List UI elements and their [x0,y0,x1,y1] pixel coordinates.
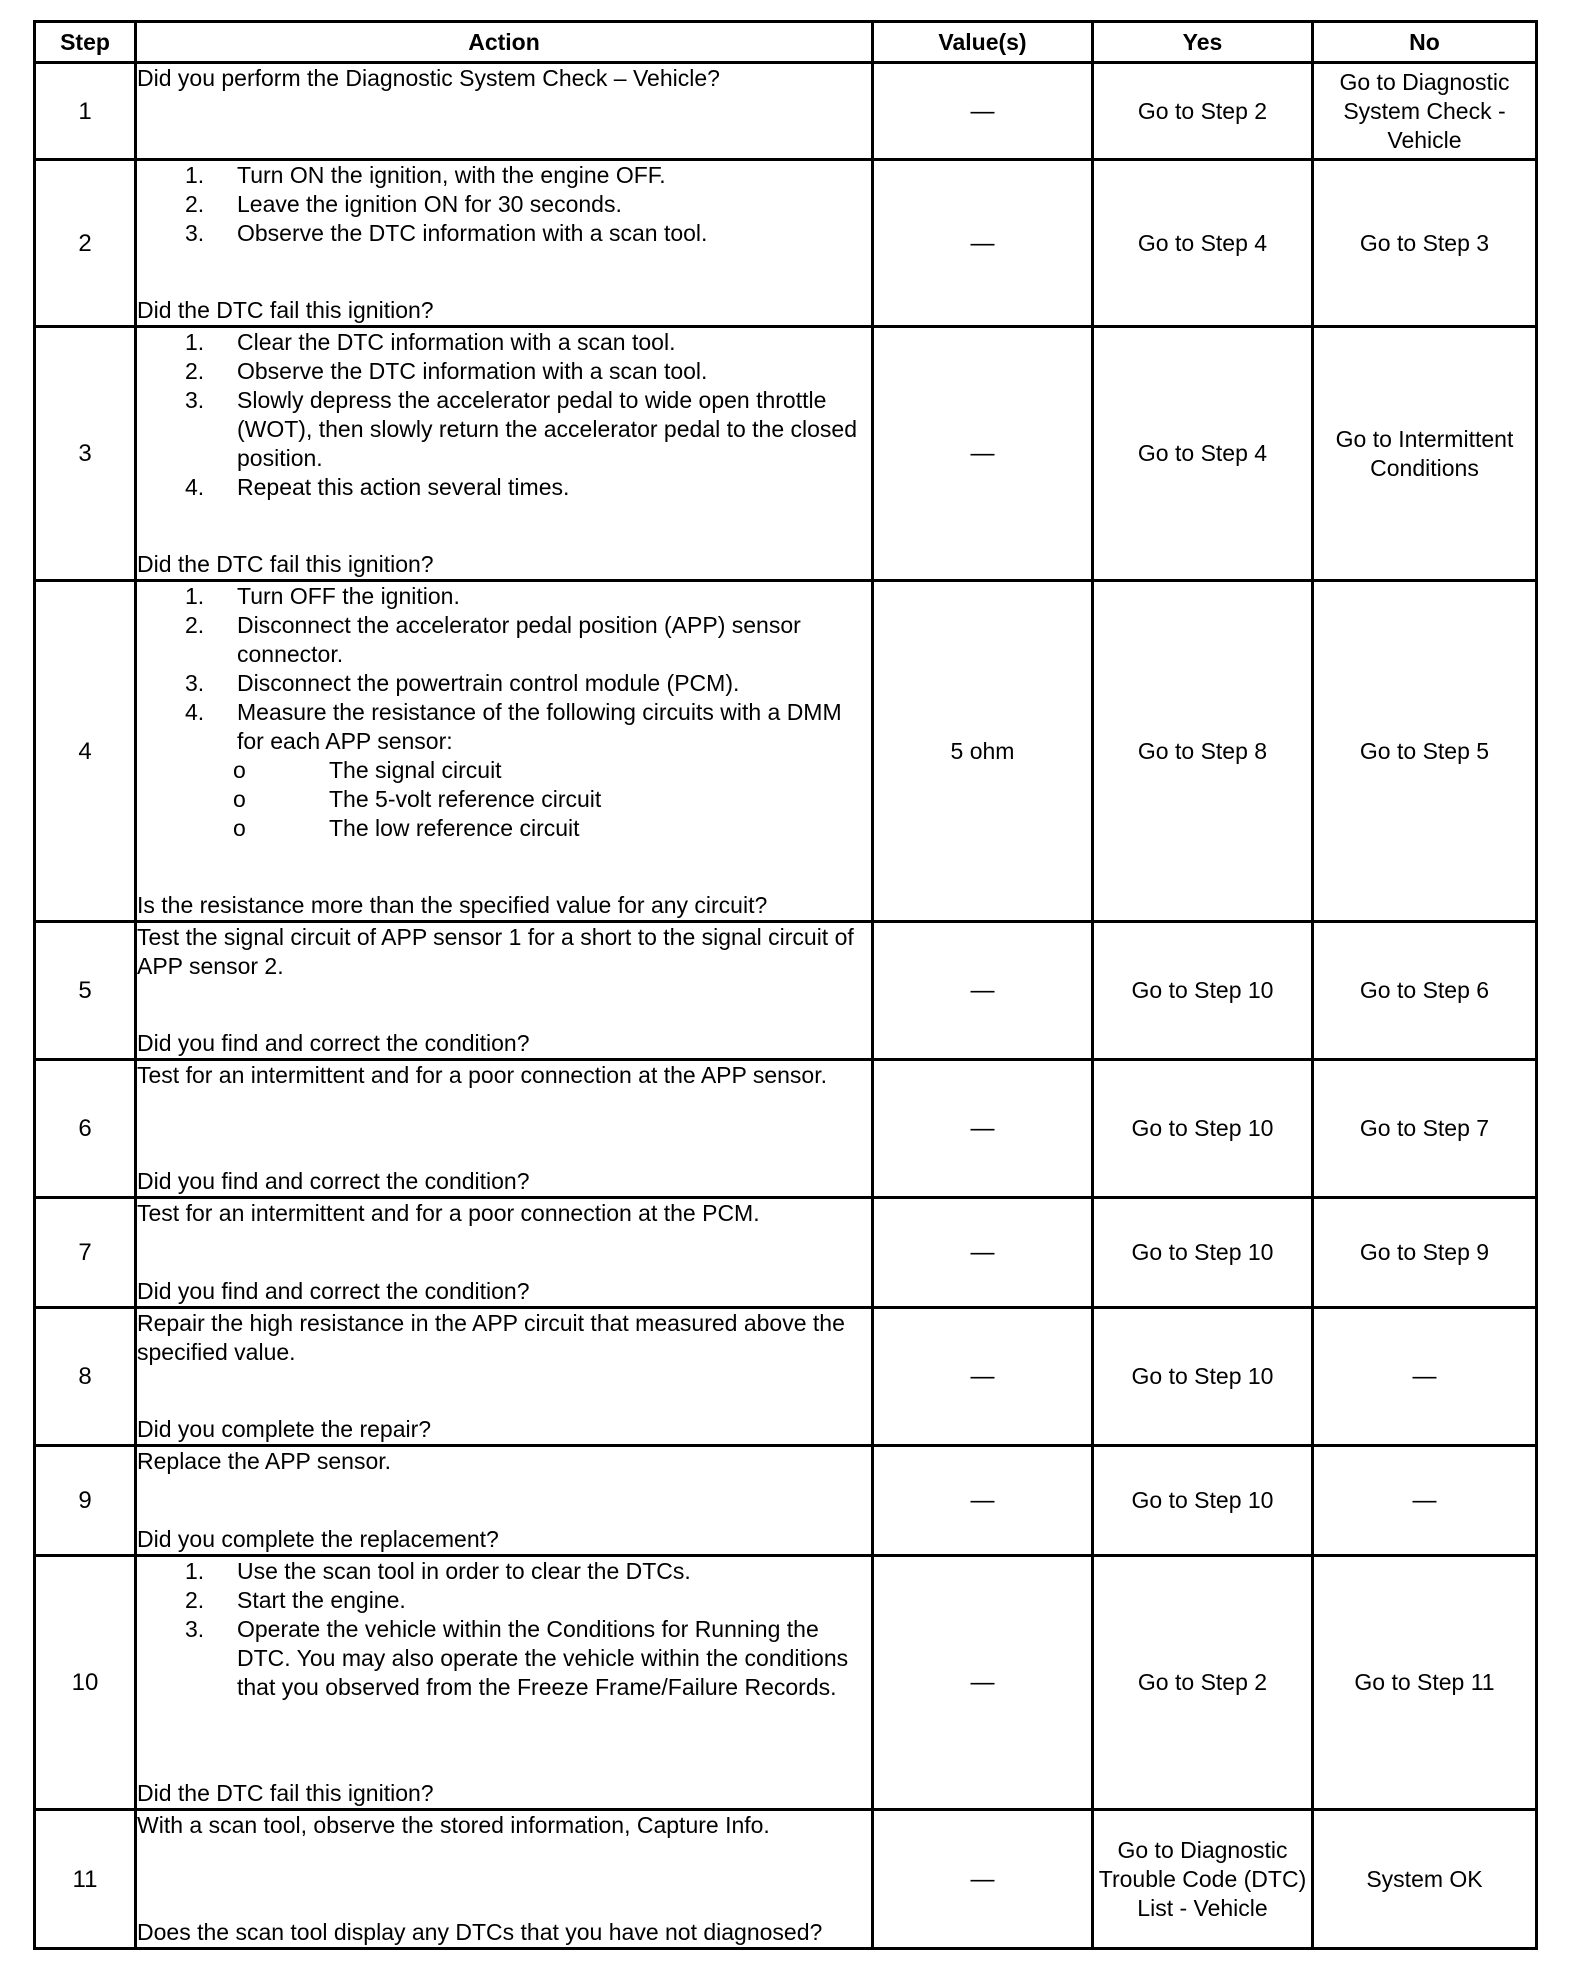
procedure-body [237,582,871,611]
procedure-number: 3. [185,387,205,413]
yes-outcome: Go to Diagnostic Trouble Code (DTC) List - Vehicle [1093,1810,1313,1949]
action-instructions [137,582,871,843]
step-number: 11 [35,1810,136,1949]
header-action: Action [136,22,873,63]
circuit-item [185,785,871,814]
header-values: Value(s) [873,22,1093,63]
procedure-body [233,698,871,843]
circuit-text: The signal circuit [329,757,502,783]
procedure-text: Observe the DTC information with a scan tool. [237,358,708,384]
procedure-text: Operate the vehicle within the Conditions for Running the DTC. You may also operate the vehicle within the conditions that you observed from the Freeze Frame/Failure Records. [237,1616,849,1700]
table-row [35,1308,1537,1446]
step-number: 6 [35,1060,136,1198]
table-row [35,1556,1537,1810]
value-cell: — [873,1556,1093,1810]
procedure-text: Observe the DTC information with a scan tool. [237,220,708,246]
action-content [137,1557,871,1808]
procedure-text: Use the scan tool in order to clear the DTCs. [237,1558,691,1584]
action-instructions [137,923,871,981]
bullet-marker: o [233,786,246,812]
header-step: Step [35,22,136,63]
procedure-item [137,190,871,219]
action-content [137,1447,871,1554]
action-cell [136,160,873,327]
action-instructions [137,1199,871,1228]
step-number: 3 [35,327,136,581]
action-cell [136,1198,873,1308]
procedure-list [137,161,871,248]
value-cell: — [873,63,1093,160]
procedure-list [137,1557,871,1702]
action-content [137,1199,871,1306]
procedure-body [237,611,871,669]
action-cell [136,63,873,160]
yes-outcome: Go to Step 10 [1093,1198,1313,1308]
action-instructions [137,328,871,502]
action-text: Test for an intermittent and for a poor connection at the PCM. [137,1200,760,1226]
procedure-item [137,698,871,843]
procedure-text: Disconnect the accelerator pedal position (APP) sensor connector. [237,612,801,667]
value-cell: — [873,1198,1093,1308]
procedure-text: Turn OFF the ignition. [237,583,460,609]
procedure-body [237,190,871,219]
action-question: Did you complete the replacement? [137,1526,499,1552]
circuit-item [185,814,871,843]
yes-outcome: Go to Step 10 [1093,922,1313,1060]
procedure-item [137,473,871,502]
yes-outcome: Go to Step 4 [1093,327,1313,581]
no-outcome: Go to Diagnostic System Check - Vehicle [1313,63,1537,160]
circuit-item [185,756,871,785]
procedure-text: Turn ON the ignition, with the engine OFF. [237,162,666,188]
action-content [137,923,871,1058]
value-cell: — [873,1810,1093,1949]
procedure-body [237,1557,871,1586]
action-cell [136,1810,873,1949]
action-question: Did the DTC fail this ignition? [137,297,434,323]
procedure-body [237,473,871,502]
action-cell [136,1556,873,1810]
no-outcome: Go to Step 5 [1313,581,1537,922]
table-row [35,1060,1537,1198]
action-content [137,64,871,158]
action-question: Did the DTC fail this ignition? [137,551,434,577]
yes-outcome: Go to Step 8 [1093,581,1313,922]
procedure-text: Slowly depress the accelerator pedal to wide open throttle (WOT), then slowly return the accelerator pedal to the closed position. [237,387,858,471]
header-row [35,22,1537,63]
procedure-item [137,669,871,698]
action-cell [136,327,873,581]
procedure-item [137,328,871,357]
value-cell: — [873,922,1093,1060]
action-cell [136,1446,873,1556]
action-content [137,582,871,920]
procedure-number: 2. [185,612,205,638]
procedure-item [137,1615,871,1702]
procedure-item [137,357,871,386]
action-instructions [137,1061,871,1090]
step-number: 10 [35,1556,136,1810]
procedure-number: 4. [185,699,205,725]
procedure-number: 1. [185,162,205,188]
table-row [35,922,1537,1060]
procedure-number: 2. [185,191,205,217]
procedure-body [237,1615,871,1702]
no-outcome: — [1313,1308,1537,1446]
procedure-text: Start the engine. [237,1587,406,1613]
action-cell [136,922,873,1060]
yes-outcome: Go to Step 2 [1093,1556,1313,1810]
yes-outcome: Go to Step 4 [1093,160,1313,327]
procedure-number: 1. [185,583,205,609]
procedure-number: 2. [185,1587,205,1613]
procedure-item [137,611,871,669]
action-cell [136,1308,873,1446]
table-row [35,581,1537,922]
action-question: Did you find and correct the condition? [137,1168,530,1194]
procedure-text: Disconnect the powertrain control module (PCM). [237,670,740,696]
action-question: Is the resistance more than the specified value for any circuit? [137,892,768,918]
no-outcome: Go to Step 9 [1313,1198,1537,1308]
step-number: 5 [35,922,136,1060]
action-content [137,328,871,579]
yes-outcome: Go to Step 10 [1093,1446,1313,1556]
bullet-marker: o [233,757,246,783]
action-content [137,1061,871,1196]
action-text: Replace the APP sensor. [137,1448,392,1474]
table-row [35,63,1537,160]
no-outcome: System OK [1313,1810,1537,1949]
table-row [35,327,1537,581]
procedure-body [237,1586,871,1615]
value-cell: — [873,160,1093,327]
value-cell: 5 ohm [873,581,1093,922]
procedure-body [237,669,871,698]
no-outcome: Go to Step 3 [1313,160,1537,327]
circuit-text: The 5-volt reference circuit [329,786,602,812]
table-row [35,1446,1537,1556]
action-content [137,1811,871,1947]
bullet-marker: o [233,815,246,841]
action-question: Did the DTC fail this ignition? [137,1780,434,1806]
action-instructions [137,1557,871,1702]
procedure-number: 1. [185,1558,205,1584]
yes-outcome: Go to Step 10 [1093,1060,1313,1198]
action-instructions [137,161,871,248]
procedure-number: 3. [185,1616,205,1642]
no-outcome: Go to Step 6 [1313,922,1537,1060]
procedure-item [137,582,871,611]
circuit-list [233,756,871,843]
procedure-list [137,582,871,843]
procedure-text: Measure the resistance of the following circuits with a DMM for each APP sensor: [237,699,842,754]
no-outcome: Go to Step 11 [1313,1556,1537,1810]
procedure-number: 4. [185,474,205,500]
procedure-list [137,328,871,502]
procedure-body [237,161,871,190]
action-cell [136,581,873,922]
step-number: 8 [35,1308,136,1446]
table-row [35,1810,1537,1949]
action-text: With a scan tool, observe the stored information, Capture Info. [137,1812,770,1838]
procedure-number: 2. [185,358,205,384]
action-question: Does the scan tool display any DTCs that you have not diagnosed? [137,1919,823,1945]
circuit-text: The low reference circuit [329,815,580,841]
yes-outcome: Go to Step 2 [1093,63,1313,160]
procedure-number: 1. [185,329,205,355]
action-content [137,161,871,325]
action-instructions [137,64,871,93]
procedure-number: 3. [185,670,205,696]
step-number: 2 [35,160,136,327]
table-row [35,160,1537,327]
procedure-text: Repeat this action several times. [237,474,570,500]
procedure-body [237,386,871,473]
table-row [35,1198,1537,1308]
action-question: Did you find and correct the condition? [137,1030,530,1056]
no-outcome: — [1313,1446,1537,1556]
action-question: Did you find and correct the condition? [137,1278,530,1304]
action-text: Test for an intermittent and for a poor connection at the APP sensor. [137,1062,827,1088]
procedure-body [237,357,871,386]
action-instructions [137,1811,871,1840]
action-text: Repair the high resistance in the APP circuit that measured above the specified value. [137,1310,845,1365]
action-cell [136,1060,873,1198]
diagnostic-table [33,20,1538,1950]
no-outcome: Go to Intermittent Conditions [1313,327,1537,581]
action-text: Test the signal circuit of APP sensor 1 for a short to the signal circuit of APP sensor 2. [137,924,854,979]
header-yes: Yes [1093,22,1313,63]
action-question: Did you complete the repair? [137,1416,432,1442]
value-cell: — [873,327,1093,581]
procedure-text: Leave the ignition ON for 30 seconds. [237,191,622,217]
header-no: No [1313,22,1537,63]
no-outcome: Go to Step 7 [1313,1060,1537,1198]
action-instructions [137,1447,871,1476]
step-number: 1 [35,63,136,160]
procedure-body [237,219,871,248]
value-cell: — [873,1308,1093,1446]
procedure-item [137,161,871,190]
step-number: 7 [35,1198,136,1308]
action-instructions [137,1309,871,1367]
action-text: Did you perform the Diagnostic System Check – Vehicle? [137,65,720,91]
procedure-item [137,386,871,473]
step-number: 9 [35,1446,136,1556]
procedure-item [137,1557,871,1586]
procedure-text: Clear the DTC information with a scan tool. [237,329,676,355]
value-cell: — [873,1060,1093,1198]
procedure-item [137,1586,871,1615]
procedure-number: 3. [185,220,205,246]
table-body [35,63,1537,1949]
procedure-item [137,219,871,248]
action-content [137,1309,871,1444]
value-cell: — [873,1446,1093,1556]
step-number: 4 [35,581,136,922]
procedure-body [237,328,871,357]
yes-outcome: Go to Step 10 [1093,1308,1313,1446]
